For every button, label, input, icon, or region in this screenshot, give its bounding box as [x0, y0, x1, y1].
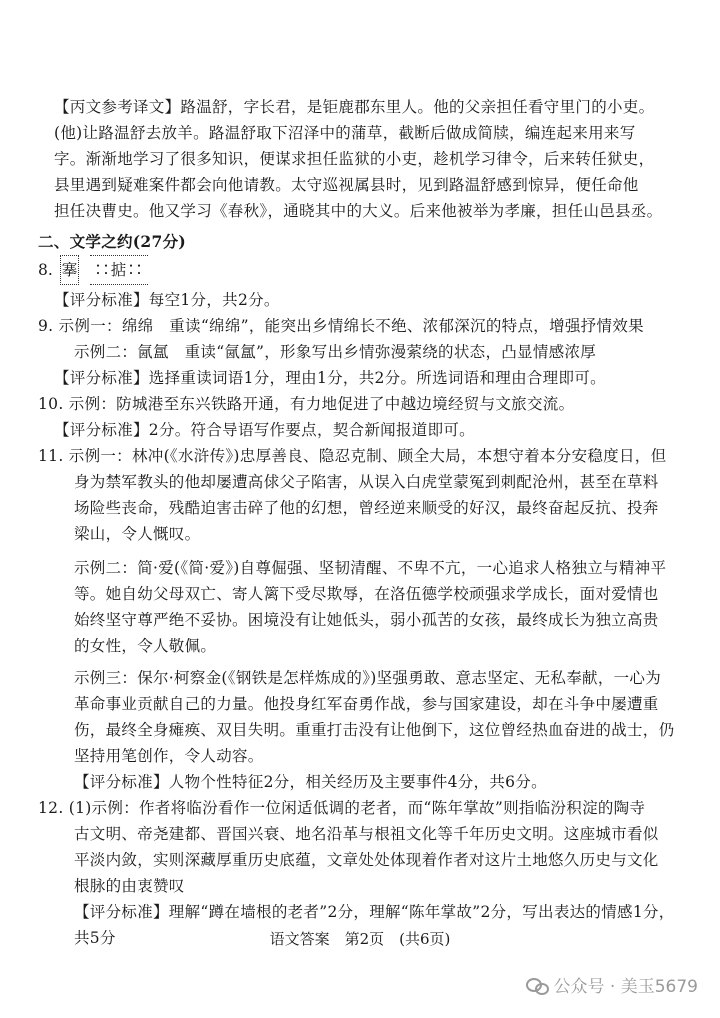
- answer-line: 9. 示例一：绵绵 重读“绵绵”，能突出乡情绵长不绝、浓郁深沉的特点，增强抒情效果: [38, 317, 644, 335]
- scoring-standard: 【评分标准】人物个性特征2分，相关经历及主要事件4分，共6分。: [74, 773, 547, 791]
- answer-line: 根脉的由衷赞叹: [74, 877, 185, 895]
- watermark: [526, 972, 698, 997]
- answer-line: 伤，最终全身瘫痪、双目失明。重重打击没有让他倒下，这位曾经热血奋进的战士，仍: [74, 721, 675, 739]
- translation-line: 县里遇到疑难案件都会向他请教。太守巡视属县时，见到路温舒感到惊异，便任命他: [54, 176, 639, 194]
- translation-line: 【丙文参考译文】路温舒，字长君，是钜鹿郡东里人。他的父亲担任看守里门的小吏。: [54, 98, 655, 116]
- answer-line: 等。她自幼父母双亡、寄人篱下受尽欺辱，在洛伍德学校顽强求学成长，面对爱情也: [74, 585, 659, 603]
- answer-line: 身为禁军教头的他却屡遭高俅父子陷害，从误入白虎堂蒙冤到刺配沧州，甚至在草料: [74, 473, 659, 491]
- answer-line: 古文明、帝尧建都、晋国兴衰、地名沿革与根祖文化等千年历史文明。这座城市看似: [74, 825, 659, 843]
- question-8: [38, 255, 148, 285]
- translation-paragraph: [38, 94, 690, 224]
- answer-line: 革命事业贡献自己的力量。他投身红军奋勇作战，参与国家建设，却在斗争中屡遭重: [74, 695, 659, 713]
- answer-line: 坚持用笔创作，令人动容。: [74, 747, 264, 765]
- answer-char: 搴: [60, 255, 80, 285]
- answer-line: 场险些丧命，残酷迫害击碎了他的幻想，曾经逆来顺受的好汉，最终奋起反抗、投奔: [74, 499, 659, 517]
- page-footer: 语文答案 第2页 (共6页): [269, 930, 451, 948]
- answer-line: 11. 示例一：林冲(《水浒传》)忠厚善良、隐忍克制、顾全大局，本想守着本分安稳度日，但: [38, 447, 667, 465]
- watermark-text: 公众号 · 美玉5679: [553, 977, 698, 997]
- wechat-icon: [526, 976, 548, 994]
- translation-line: 担任决曹史。他又学习《春秋》，通晓其中的大义。后来他被举为孝廉，担任山邑县丞。: [54, 202, 663, 220]
- answer-dotted: ∷掂∷: [90, 255, 148, 285]
- scoring-standard: 【评分标准】理解“蹲在墙根的老者”2分，理解“陈年掌故”2分，写出表达的情感1分，: [74, 903, 675, 921]
- answer-line: 示例二：简·爱(《简·爱》)自尊倔强、坚韧清醒、不卑不亢，一心追求人格独立与精神平: [74, 559, 667, 577]
- answer-line: 平淡内敛，实则深藏厚重历史底蕴，文章处处体现着作者对这片土地悠久历史与文化: [74, 851, 659, 869]
- translation-line: (他)让路温舒去放羊。路温舒取下沼泽中的蒲草，截断后做成简牍，编连起来用来写: [54, 124, 636, 142]
- answer-line: 示例三：保尔·柯察金(《钢铁是怎样炼成的》)坚强勇敢、意志坚定、无私奉献，一心为: [74, 669, 662, 687]
- answer-line: 始终坚守尊严绝不妥协。困境没有让她低头，弱小孤苦的女孩，最终成长为独立高贵: [74, 611, 659, 629]
- section-heading: 二、文学之约(27分): [38, 232, 187, 251]
- answer-line: 10. 示例：防城港至东兴铁路开通，有力地促进了中越边境经贸与文旅交流。: [38, 395, 575, 413]
- answer-line: 的女性，令人敬佩。: [74, 637, 217, 655]
- answer-line: 示例二：氤氲 重读“氤氲”，形象写出乡情弥漫萦绕的状态，凸显情感浓厚: [74, 343, 597, 361]
- scoring-standard: 【评分标准】每空1分，共2分。: [54, 291, 280, 309]
- scoring-standard: 【评分标准】选择重读词语1分，理由1分，共2分。所选词语和理由合理即可。: [54, 369, 606, 387]
- answer-line: 梁山，令人慨叹。: [74, 525, 201, 543]
- question-number: 8.: [38, 261, 53, 279]
- translation-line: 字。渐渐地学习了很多知识，便谋求担任监狱的小吏，趁机学习律令，后来转任狱史，: [54, 150, 655, 168]
- scoring-standard: 【评分标准】2分。符合导语写作要点，契合新闻报道即可。: [54, 421, 475, 439]
- answer-line: 12. (1)示例：作者将临汾看作一位闲适低调的老者，而“陈年掌故”则指临汾积淀的陶寺: [38, 799, 646, 817]
- answer-line: 共5分: [74, 929, 116, 947]
- answers-body: [38, 287, 690, 951]
